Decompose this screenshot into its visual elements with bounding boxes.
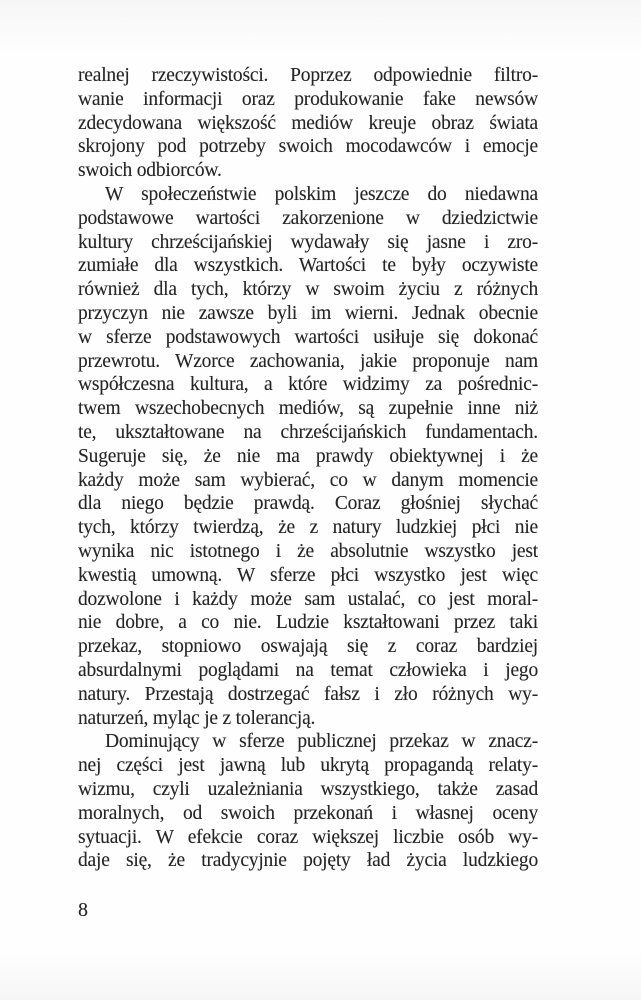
text-line: podstawowe wartości zakorzenione w dziedzictwie [78,207,538,229]
scan-noise-top [0,0,641,55]
text-line: wanie informacji oraz produkowanie fake newsów [78,88,538,110]
text-line: skrojony pod potrzeby swoich mocodawców i emocje [78,136,538,158]
text-line: nej części jest jawną lub ukrytą propagandą relaty- [78,755,538,777]
text-line: sytuacji. W efekcie coraz większej liczbie osób wy- [78,826,538,848]
text-line: wizmu, czyli uzależniania wszystkiego, także zasad [78,778,538,800]
text-line: współczesna kultura, a które widzimy za pośrednic- [78,374,538,396]
page-number: 8 [78,899,88,921]
text-line: kwestią umowną. W sferze płci wszystko jest więc [78,564,538,586]
scan-noise-bottom [0,950,641,1000]
text-line: absurdalnymi poglądami na temat człowieka i jego [78,659,538,681]
text-line: Sugeruje się, że nie ma prawdy obiektywnej i że [78,445,538,467]
text-line: również dla tych, którzy w swoim życiu z różnych [78,279,538,301]
text-line: W społeczeństwie polskim jeszcze do niedawna [105,183,538,205]
text-line: dla niego będzie prawdą. Coraz głośniej słychać [78,493,538,515]
text-line: każdy może sam wybierać, co w danym momencie [78,469,538,491]
text-line: realnej rzeczywistości. Poprzez odpowiednie filtro- [78,65,538,86]
text-line: kultury chrześcijańskiej wydawały się jasne i zro- [78,231,538,253]
text-line: te, ukształtowane na chrześcijańskich fundamentach. [78,421,538,443]
text-line: swoich odbiorców. [78,160,222,182]
text-line: moralnych, od swoich przekonań i własnej oceny [78,802,538,824]
text-line: przyczyn nie zawsze byli im wierni. Jednak obecnie [78,302,538,324]
text-line: natury. Przestają dostrzegać fałsz i zło różnych wy- [78,683,538,705]
text-line: daje się, że tradycyjnie pojęty ład życia ludzkiego [78,850,538,872]
text-line: tych, którzy twierdzą, że z natury ludzkiej płci nie [78,517,538,539]
text-line: dozwolone i każdy może sam ustalać, co jest moral- [78,588,538,610]
text-line: przekaz, stopniowo oswajają się z coraz bardziej [78,636,538,658]
text-line: wynika nic istotnego i że absolutnie wszystko jest [78,540,538,562]
text-line: zumiałe dla wszystkich. Wartości te były oczywiste [78,255,538,277]
text-line: w sferze podstawowych wartości usiłuje się dokonać [78,326,538,348]
page-text [78,64,538,873]
text-line: twem wszechobecnych mediów, są zupełnie inne niż [78,398,538,420]
text-line: naturzeń, myląc je z tolerancją. [78,707,316,729]
text-line: przewrotu. Wzorce zachowania, jakie proponuje nam [78,350,538,372]
text-line: nie dobre, a co nie. Ludzie kształtowani przez taki [78,612,538,634]
text-line: zdecydowana większość mediów kreuje obraz świata [78,112,538,134]
text-line: Dominujący w sferze publicznej przekaz w znacz- [105,731,538,753]
